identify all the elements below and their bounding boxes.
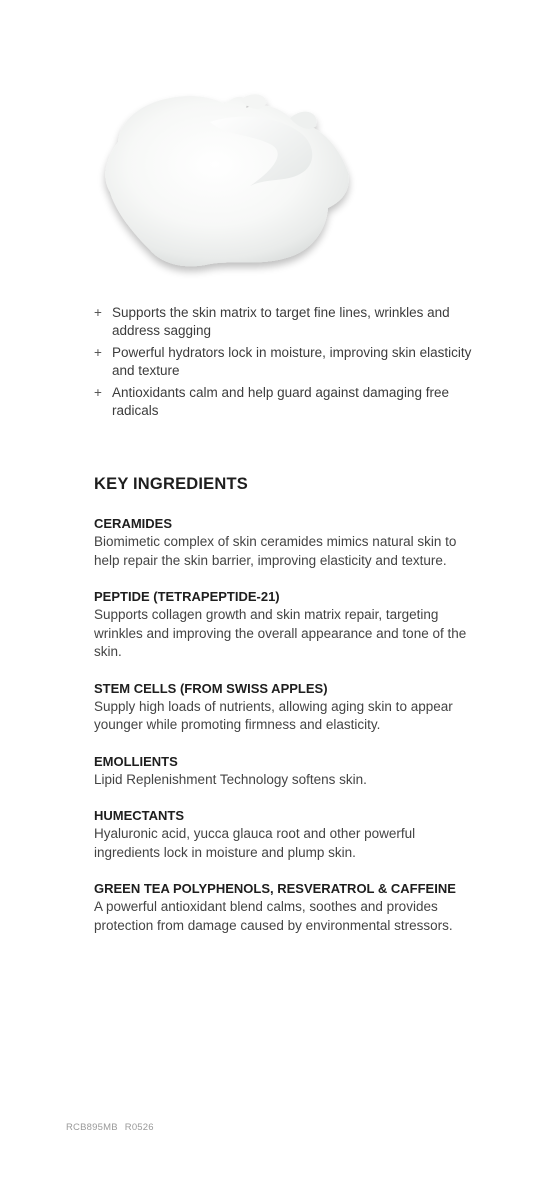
plus-bullet-icon: + (94, 385, 102, 400)
plus-bullet-icon: + (94, 345, 102, 360)
benefit-item (94, 344, 484, 380)
benefit-item (94, 304, 484, 340)
ingredient-description: Lipid Replenishment Technology softens skin. (94, 771, 367, 787)
ingredient-name: GREEN TEA POLYPHENOLS, RESVERATROL & CAFFEINE (94, 881, 456, 896)
ingredient-emollients (94, 753, 484, 790)
ingredient-humectants (94, 807, 484, 862)
footer-codes (66, 1122, 154, 1133)
benefit-item (94, 384, 484, 420)
ingredient-name: CERAMIDES (94, 516, 173, 531)
ingredient-description: Supports collagen growth and skin matrix repair, targeting wrinkles and improving the overall appearance and tone of the skin. (94, 607, 467, 659)
benefit-text: Supports the skin matrix to target fine lines, wrinkles and address sagging (112, 305, 450, 338)
ingredient-name: EMOLLIENTS (94, 753, 178, 769)
ingredient-name: PEPTIDE (TETRAPEPTIDE-21) (94, 589, 280, 604)
ingredient-description: A powerful antioxidant blend calms, soothes and provides protection from damage caused by environmental stressors. (94, 899, 453, 933)
ingredient-name: STEM CELLS (FROM SWISS APPLES) (94, 680, 328, 696)
ingredient-description: Hyaluronic acid, yucca glauca root and other powerful ingredients lock in moisture and plump skin. (94, 826, 416, 860)
key-ingredients-section (94, 474, 484, 953)
ingredient-name: HUMECTANTS (94, 808, 185, 823)
ingredient-description: Biomimetic complex of skin ceramides mimics natural skin to help repair the skin barrier, improving elasticity and texture. (94, 534, 457, 568)
product-code: RCB895MB (66, 1122, 118, 1133)
ingredient-ceramides (94, 515, 484, 570)
revision-code: R0526 (124, 1122, 154, 1133)
section-title: KEY INGREDIENTS (94, 475, 248, 493)
ingredient-description: Supply high loads of nutrients, allowing aging skin to appear younger while promoting firmness and elasticity. (94, 698, 453, 732)
ingredient-antioxidant-blend (94, 880, 484, 935)
benefit-text: Antioxidants calm and help guard against damaging free radicals (112, 385, 449, 418)
benefit-text: Powerful hydrators lock in moisture, improving skin elasticity and texture (112, 345, 472, 378)
plus-bullet-icon: + (94, 305, 102, 320)
ingredient-stem-cells (94, 680, 484, 735)
benefits-list (94, 304, 484, 424)
cream-swatch-image (90, 82, 360, 282)
ingredient-peptide (94, 588, 484, 662)
